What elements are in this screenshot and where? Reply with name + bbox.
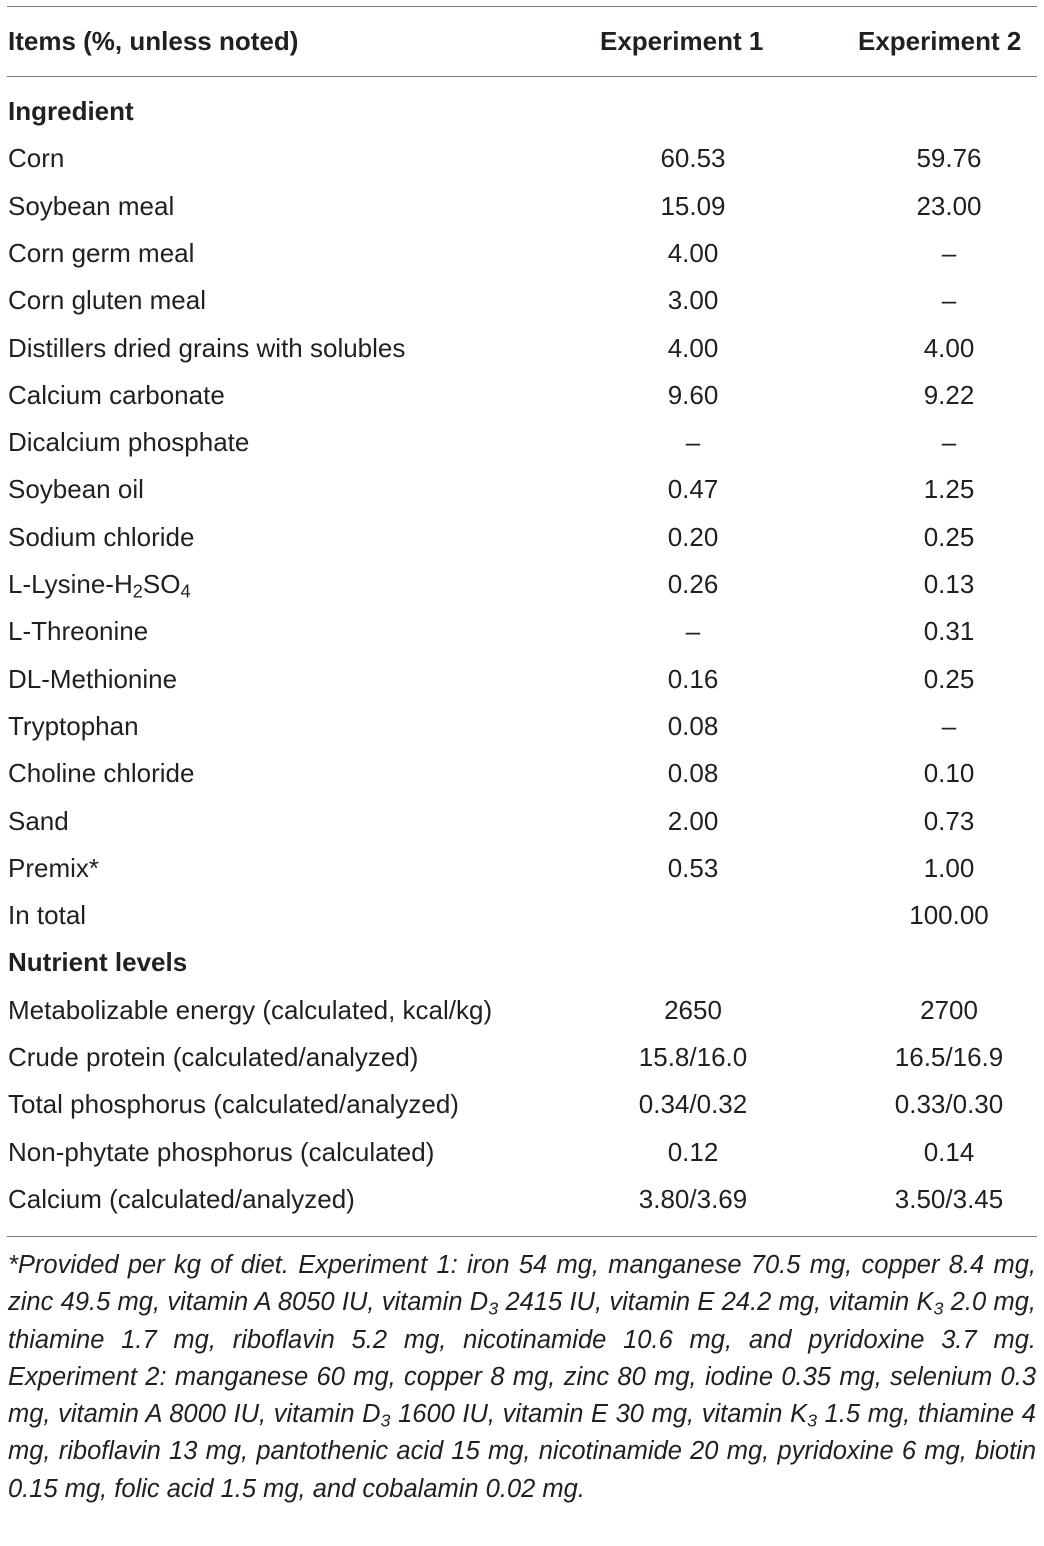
- experiment-1-value: 0.34/0.32: [638, 1089, 748, 1120]
- row-label: Corn: [8, 143, 65, 174]
- experiment-1-value: 0.47: [667, 474, 719, 505]
- experiment-1-value: 0.08: [667, 710, 719, 741]
- experiment-1-value: 3.00: [667, 285, 719, 316]
- section-header-row: [0, 939, 1044, 986]
- experiment-1-value: 15.8/16.0: [638, 1042, 748, 1072]
- experiment-1-value: 0.12: [667, 1136, 719, 1167]
- section-title: Ingredient: [8, 96, 134, 126]
- table-row: [0, 1081, 1044, 1128]
- footnote-text: 1600 IU, vitamin E 30 mg, vitamin K: [390, 1400, 808, 1429]
- footnote-subscript: 3: [807, 1410, 818, 1431]
- experiment-2-value: 1.25: [923, 474, 975, 505]
- experiment-2-value: 9.22: [923, 379, 975, 410]
- experiment-2-value: 0.14: [923, 1136, 975, 1167]
- experiment-1-value: 2650: [664, 994, 722, 1025]
- row-label: Total phosphorus (calculated/analyzed): [8, 1089, 459, 1120]
- experiment-2-value: 0.25: [923, 663, 975, 694]
- experiment-1-value: 0.53: [667, 852, 719, 883]
- experiment-2-value: –: [941, 237, 957, 268]
- experiment-1-value: 0.20: [667, 521, 719, 552]
- experiment-1-value: 0.16: [667, 663, 719, 694]
- experiment-2-value: –: [941, 427, 957, 458]
- experiment-2-value: 0.10: [923, 758, 975, 789]
- row-label: Sand: [8, 805, 69, 836]
- row-label: Distillers dried grains with solubles: [8, 332, 406, 363]
- experiment-2-value: –: [941, 285, 957, 316]
- table-bottom-rule: [7, 1236, 1037, 1237]
- experiment-2-value: –: [941, 710, 957, 741]
- row-label: Corn germ meal: [8, 237, 195, 268]
- row-label: Premix*: [8, 852, 100, 883]
- experiment-2-value: 23.00: [916, 190, 982, 221]
- experiment-1-value: 0.26: [667, 569, 719, 599]
- row-label: Non-phytate phosphorus (calculated): [8, 1136, 435, 1167]
- row-label: Corn gluten meal: [8, 285, 206, 316]
- table-top-rule: [7, 6, 1037, 7]
- experiment-2-value: 0.13: [923, 569, 975, 599]
- table-row: [0, 656, 1044, 703]
- row-label: Soybean meal: [8, 190, 175, 221]
- experiment-2-value: 0.33/0.30: [894, 1089, 1004, 1120]
- experiment-2-value: 2700: [920, 994, 978, 1025]
- experiment-2-value: 0.25: [923, 521, 975, 552]
- table-row: [0, 608, 1044, 655]
- experiment-2-value: 100.00: [909, 900, 989, 931]
- footnote-text: *Provided per kg of diet. Experiment 1: iron 54 mg, manganese 70.5 mg, copper 8.4 mg, zinc 49.5 mg, vitamin A 8050 IU, vitamin D: [8, 1251, 1036, 1317]
- header-experiment-1: Experiment 1: [600, 26, 764, 56]
- table-header-row: [0, 18, 1044, 65]
- experiment-1-value: 2.00: [667, 805, 719, 836]
- table-row: [0, 135, 1044, 182]
- experiment-1-value: –: [685, 427, 701, 458]
- row-label: Soybean oil: [8, 474, 144, 505]
- table-row: [0, 892, 1044, 939]
- row-label: Crude protein (calculated/analyzed): [8, 1042, 419, 1072]
- table-row: [0, 230, 1044, 277]
- table-row: [0, 183, 1044, 230]
- label-text: L-Lysine-H: [8, 569, 133, 599]
- experiment-2-value: 1.00: [923, 852, 975, 883]
- section-header-row: [0, 88, 1044, 135]
- table-row: [0, 798, 1044, 845]
- table-row: [0, 419, 1044, 466]
- experiment-2-value: 0.73: [923, 805, 975, 836]
- table-row: [0, 514, 1044, 561]
- header-experiment-2: Experiment 2: [858, 26, 1022, 56]
- table-header-rule: [7, 76, 1037, 77]
- experiment-2-value: 4.00: [923, 332, 975, 363]
- experiment-1-value: –: [685, 616, 701, 647]
- table-row: [0, 372, 1044, 419]
- experiment-1-value: 4.00: [667, 332, 719, 363]
- table-row: [0, 1034, 1044, 1081]
- experiment-1-value: 4.00: [667, 237, 719, 268]
- footnote-text: 2415 IU, vitamin E 24.2 mg, vitamin K: [498, 1288, 934, 1317]
- table-row: [0, 1129, 1044, 1176]
- row-label: Metabolizable energy (calculated, kcal/kg): [8, 994, 493, 1025]
- table-row: [0, 466, 1044, 513]
- experiment-1-value: 0.08: [667, 758, 719, 789]
- table-row: [0, 277, 1044, 324]
- footnote-subscript: 3: [488, 1298, 499, 1319]
- experiment-2-value: 16.5/16.9: [894, 1042, 1004, 1072]
- section-title: Nutrient levels: [8, 947, 188, 978]
- table-row: [0, 325, 1044, 372]
- subscript: 4: [180, 581, 191, 602]
- footnote-subscript: 3: [933, 1298, 944, 1319]
- subscript: 2: [132, 581, 143, 602]
- row-label: L-Threonine: [8, 616, 149, 647]
- row-label: Choline chloride: [8, 758, 195, 789]
- experiment-1-value: 15.09: [660, 190, 726, 221]
- footnote-text: 1.5 mg, thiamine 4 mg, riboflavin 13 mg, pantothenic acid 15 mg, nicotinamide 20 mg, pyridoxine 6 mg, biotin 0.15 mg, folic acid 1.5 mg, and cobalamin 0.02 mg.: [8, 1400, 1036, 1503]
- row-label: Tryptophan: [8, 710, 139, 741]
- table-row: [0, 987, 1044, 1034]
- table-row: [0, 750, 1044, 797]
- experiment-2-value: 3.50/3.45: [894, 1183, 1004, 1214]
- table-row: [0, 561, 1044, 608]
- row-label: Calcium carbonate: [8, 379, 225, 410]
- experiment-1-value: 60.53: [660, 143, 726, 174]
- label-text: SO: [142, 569, 181, 599]
- row-label: Dicalcium phosphate: [8, 427, 250, 458]
- row-label: Calcium (calculated/analyzed): [8, 1183, 355, 1214]
- experiment-2-value: 0.31: [923, 616, 975, 647]
- table-row: [0, 1176, 1044, 1223]
- table-row: [0, 845, 1044, 892]
- table-row: [0, 703, 1044, 750]
- experiment-2-value: 59.76: [916, 143, 982, 174]
- row-label: In total: [8, 900, 87, 931]
- experiment-1-value: 9.60: [667, 379, 719, 410]
- footnote-subscript: 3: [380, 1410, 391, 1431]
- row-label: DL-Methionine: [8, 663, 178, 694]
- row-label: Sodium chloride: [8, 521, 195, 552]
- footnote-text: 2.0 mg, thiamine 1.7 mg, riboflavin 5.2 mg, nicotinamide 10.6 mg, and pyridoxine 3.7 mg. Experiment 2: manganese 60 mg, copper 8 mg, zinc 80 mg, iodine 0.35 mg, selenium 0.3 mg, vitamin A 8000 IU, vitamin D: [8, 1288, 1036, 1429]
- table-footnote: [8, 1247, 1036, 1508]
- header-items: Items (%, unless noted): [8, 26, 299, 56]
- row-label: [8, 561, 191, 608]
- experiment-1-value: 3.80/3.69: [638, 1183, 748, 1214]
